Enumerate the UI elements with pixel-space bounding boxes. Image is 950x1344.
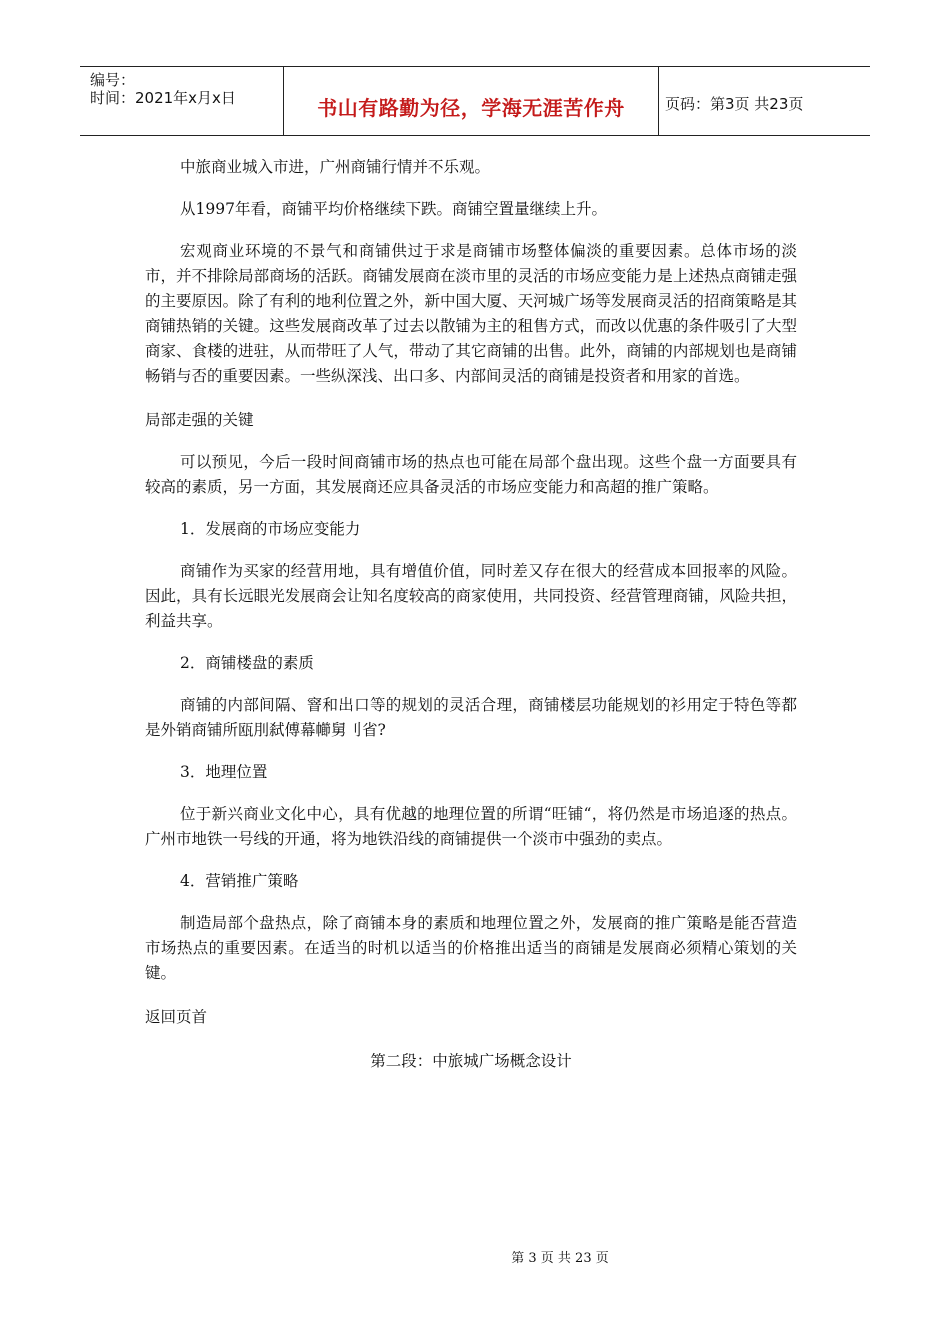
section-title: 第二段：中旅城广场概念设计 (370, 1052, 572, 1070)
paragraph: 宏观商业环境的不景气和商铺供过于求是商铺市场整体偏淡的重要因素。总体市场的淡市，并不排除局部商场的活跃。商铺发展商在淡市里的灵活的市场应变能力是上述热点商铺走强的主要原因。除了有利的地利位置之外，新中国大厦、天河城广场等发展商灵活的招商策略是其商铺热销的关键。这些发展商改革了过去以散铺为主的租售方式，而改以优惠的条件吸引了大型商家、食楼的进驻，从而带旺了人气，带动了其它商铺的出售。此外，商铺的内部规划也是商铺畅销与否的重要因素。一些纵深浅、出口多、内部间灵活的商铺是投资者和用家的首选。 (145, 242, 797, 385)
document-number-label: 编号： (90, 71, 136, 89)
paragraph: 中旅商业城入市进，广州商铺行情并不乐观。 (180, 158, 491, 176)
page-footer: 第 3 页 共 23 页 (511, 1251, 609, 1266)
subsection-heading: 2．商铺楼盘的素质 (180, 654, 314, 672)
subsection-heading: 1．发展商的市场应变能力 (180, 520, 361, 538)
header-motto: 书山有路勤为径，学海无涯苦作舟 (317, 96, 625, 120)
paragraph: 商铺的内部间隔、窨和出口等的规划的灵活合理，商铺楼层功能规划的衫用定于特色等都是外销商铺所瓯刖弑傅幕幯舅刂省? (145, 696, 797, 739)
subsection-heading: 4．营销推广策略 (180, 872, 299, 890)
header-motto-cell (284, 67, 659, 135)
document-time-label: 时间：2021年x月x日 (90, 89, 236, 107)
header-meta (80, 67, 284, 135)
document-body (145, 155, 797, 1074)
section-heading: 局部走强的关键 (145, 411, 254, 429)
paragraph: 位于新兴商业文化中心，具有优越的地理位置的所谓“旺铺“，将仍然是市场追逐的热点。广州市地铁一号线的开通，将为地铁沿线的商铺提供一个淡市中强劲的卖点。 (145, 805, 797, 848)
paragraph: 可以预见，今后一段时间商铺市场的热点也可能在局部个盘出现。这些个盘一方面要具有较高的素质，另一方面，其发展商还应具备灵活的市场应变能力和高超的推广策略。 (145, 453, 797, 496)
header-page-info: 页码：第3页 共23页 (665, 95, 804, 113)
subsection-heading: 3．地理位置 (180, 763, 268, 781)
paragraph: 商铺作为买家的经营用地，具有增值价值，同时差又存在很大的经营成本回报率的风险。因此，具有长远眼光发展商会让知名度较高的商家使用，共同投资、经营管理商铺，风险共担，利益共享。 (145, 562, 797, 630)
page-header (80, 66, 870, 136)
paragraph: 从1997年看，商铺平均价格继续下跌。商铺空置量继续上升。 (180, 200, 607, 218)
paragraph: 制造局部个盘热点，除了商铺本身的素质和地理位置之外，发展商的推广策略是能否营造市场热点的重要因素。在适当的时机以适当的价格推出适当的商铺是发展商必须精心策划的关键。 (145, 914, 797, 982)
back-to-top-link[interactable]: 返回页首 (145, 1008, 208, 1026)
